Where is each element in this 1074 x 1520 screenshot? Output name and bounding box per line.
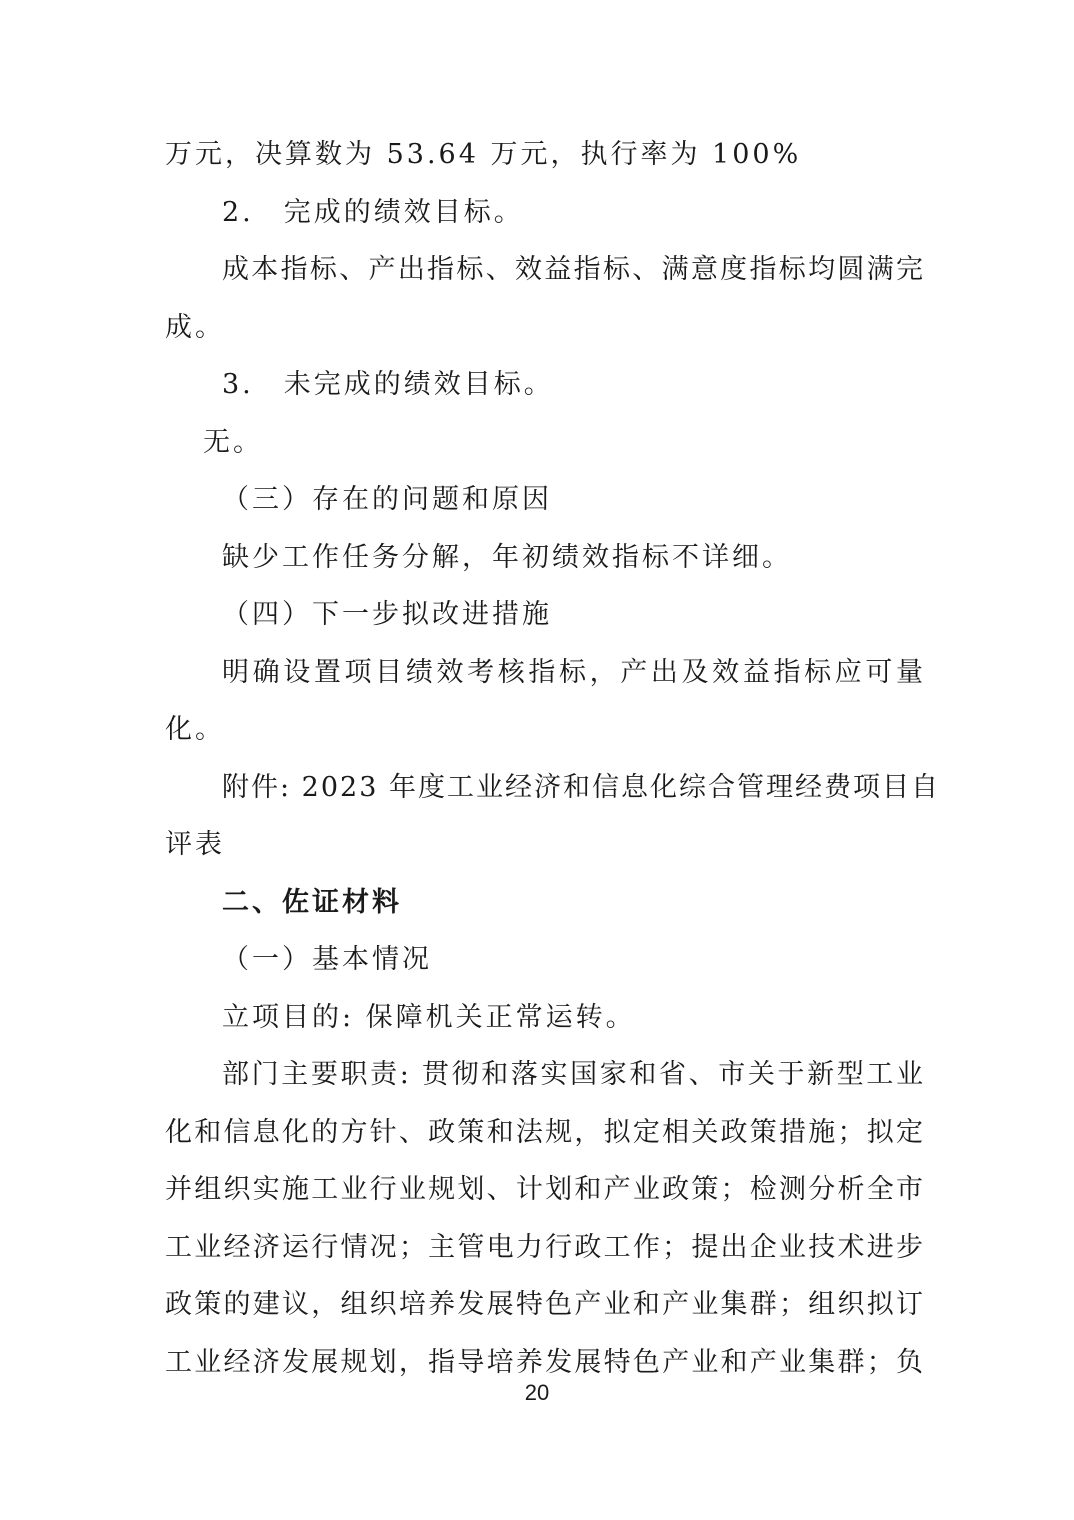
text-line: 部门主要职责: 贯彻和落实国家和省、市关于新型工业 [222, 1059, 925, 1090]
chapter-heading: 二、佐证材料 [222, 886, 402, 918]
text-line: 缺少工作任务分解，年初绩效指标不详细。 [222, 541, 792, 573]
section-heading: （一）基本情况 [222, 944, 432, 975]
section-heading: （四）下一步拟改进措施 [222, 599, 552, 630]
text-line: 附件: 2023 年度工业经济和信息化综合管理经费项目自 [222, 771, 940, 803]
text-line: 明确设置项目绩效考核指标，产出及效益指标应可量 [222, 656, 925, 688]
text-line: 工业经济运行情况；主管电力行政工作；提出企业技术进步 [165, 1231, 925, 1263]
document-body [165, 126, 940, 1391]
text-line: 立项目的: 保障机关正常运转。 [222, 1001, 636, 1033]
text-line: 成。 [165, 311, 225, 343]
text-line: 工业经济发展规划，指导培养发展特色产业和产业集群；负 [165, 1346, 925, 1378]
section-heading: （三）存在的问题和原因 [222, 484, 552, 515]
text-line: 并组织实施工业行业规划、计划和产业政策；检测分析全市 [165, 1174, 925, 1205]
text-line: 3. 未完成的绩效目标。 [222, 369, 554, 400]
text-line: 化。 [165, 714, 225, 745]
text-line: 化和信息化的方针、政策和法规，拟定相关政策措施；拟定 [165, 1116, 925, 1148]
text-line: 评表 [165, 829, 225, 860]
page-number: 20 [524, 1380, 550, 1405]
text-line: 成本指标、产出指标、效益指标、满意度指标均圆满完 [222, 254, 925, 285]
text-line: 无。 [203, 426, 263, 458]
text-line: 万元，决算数为 53.64 万元，执行率为 100% [165, 139, 802, 170]
text-line: 2. 完成的绩效目标。 [222, 196, 524, 228]
text-line: 政策的建议，组织培养发展特色产业和产业集群；组织拟订 [165, 1289, 925, 1320]
